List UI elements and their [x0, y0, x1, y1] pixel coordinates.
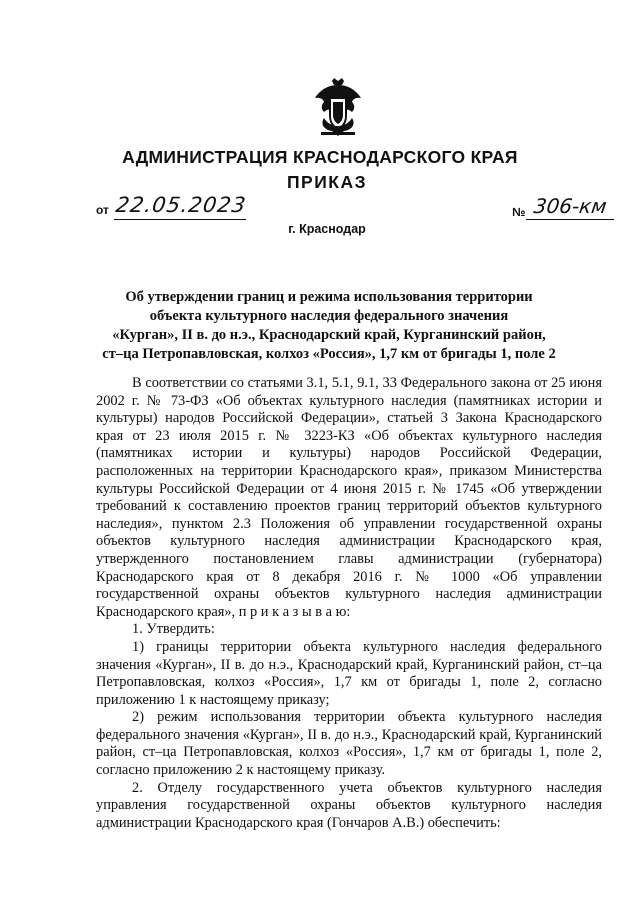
organization-name: АДМИНИСТРАЦИЯ КРАСНОДАРСКОГО КРАЯ	[122, 147, 518, 167]
date-underline	[114, 219, 246, 220]
document-heading	[100, 288, 558, 364]
clause-1-1-paragraph: 1) границы территории объекта культурного наследия федерального значения «Курган», II в. до н.э., Краснодарский край, Курганинский район, ст–ца Петропавловская, колхоз «Россия», 1,7 км от бригады 1, поле 2, согласно приложению 1 к настоящему приказу;	[96, 638, 602, 708]
heading-line-4: ст–ца Петропавловская, колхоз «Россия», 1,7 км от бригады 1, поле 2	[102, 346, 556, 362]
handwritten-number: 306-км	[532, 194, 609, 218]
coat-of-arms-icon	[312, 78, 364, 138]
heading-line-3: «Курган», II в. до н.э., Краснодарский край, Курганинский район,	[112, 327, 546, 343]
document-type: ПРИКАЗ	[286, 172, 368, 192]
clause-1-2-paragraph: 2) режим использования территории объекта культурного наследия федерального значения «Курган», II в. до н.э., Краснодарский край, Курганинский район, ст–ца Петропавловская, колхоз «Россия», 1,7 км от бригады 1, поле 2, согласно приложению 2 к настоящему приказу.	[96, 709, 602, 779]
handwritten-date: 22.05.2023	[114, 193, 248, 217]
number-underline	[526, 219, 614, 220]
heading-line-1: Об утверждении границ и режима использования территории	[125, 289, 533, 305]
preamble-paragraph: В соответствии со статьями 3.1, 5.1, 9.1, 33 Федерального закона от 25 июня 2002 г. № 73-ФЗ «Об объектах культурного наследия (памятниках истории и культуры) народов Российской Федерации», статьей 3 Закона Краснодарского края от 23 июля 2015 г. № 3223-КЗ «Об объектах культурного наследия (памятниках истории и культуры) народов Российской Федерации, расположенных на территории Краснодарского края», приказом Министерства культуры Российской Федерации от 4 июня 2015 г. № 1745 «Об утверждении требований к составлению проектов границ территорий объектов культурного наследия», пунктом 2.3 Положения об управлении государственной охраны объектов культурного наследия администрации Краснодарского края, утвержденного постановлением главы администрации (губернатора) Краснодарского края от 8 декабря 2016 г. № 1000 «Об управлении государственной охраны объектов культурного наследия администрации Краснодарского края», п р и к а з ы в а ю:	[96, 375, 602, 620]
city-name: г. Краснодар	[288, 222, 366, 236]
date-prefix: от	[96, 203, 109, 217]
clause-1-paragraph: 1. Утвердить:	[132, 621, 215, 638]
heading-line-2: объекта культурного наследия федерального значения	[149, 308, 509, 324]
clause-2-paragraph: 2. Отделу государственного учета объектов культурного наследия управления государственной охраны объектов культурного наследия администрации Краснодарского края (Гончаров А.В.) обеспечить:	[96, 779, 602, 831]
document-body	[96, 375, 602, 832]
number-label: №	[512, 205, 526, 219]
